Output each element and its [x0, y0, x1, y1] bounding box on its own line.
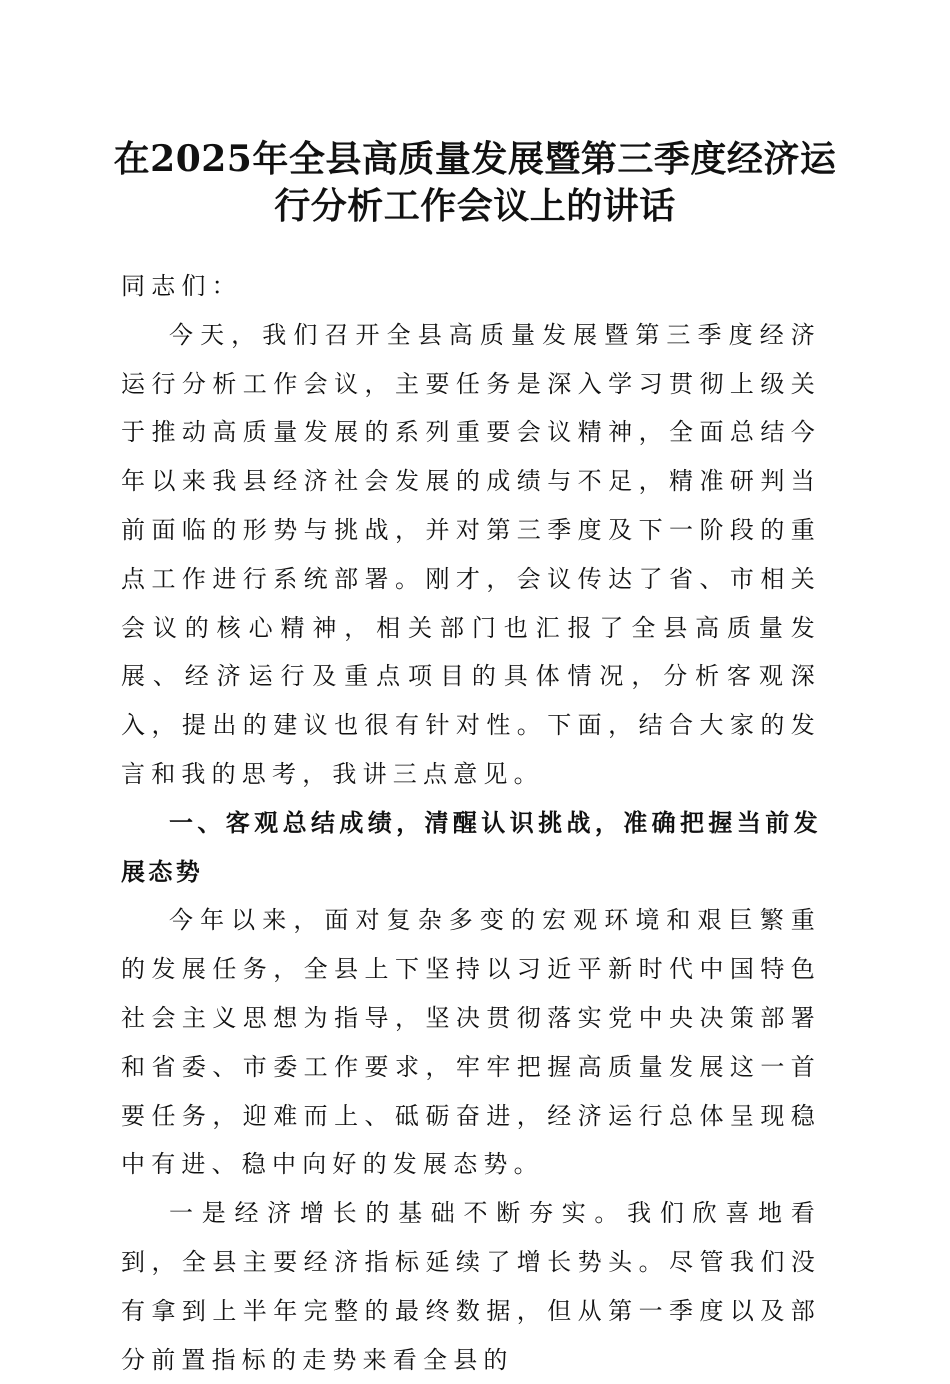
point-1-lead: 一是经济增长的基础不断夯实。: [169, 1199, 628, 1228]
document-title: 在2025年全县高质量发展暨第三季度经济运行分析工作会议上的讲话: [113, 138, 837, 227]
section-heading-1: 一、客观总结成绩，清醒认识挑战，准确把握当前发展态势: [121, 808, 821, 886]
point-1-text: 我们欣喜地看到，全县主要经济指标延续了增长势头。尽管我们没有拿到上半年完整的最终数据，但从第一季度以及部分前置指标的走势来看全县的: [121, 1199, 821, 1374]
point-1-paragraph: [121, 1189, 821, 1384]
section-1-paragraph: 今年以来，面对复杂多变的宏观环境和艰巨繁重的发展任务，全县上下坚持以习近平新时代中国特色社会主义思想为指导，坚决贯彻落实党中央决策部署和省委、市委工作要求，牢牢把握高质量发展这一首要任务，迎难而上、砥砺奋进，经济运行总体呈现稳中有进、稳中向好的发展态势。: [121, 906, 821, 1179]
document-body: [121, 262, 821, 1384]
intro-paragraph: 今天，我们召开全县高质量发展暨第三季度经济运行分析工作会议，主要任务是深入学习贯彻上级关于推动高质量发展的系列重要会议精神，全面总结今年以来我县经济社会发展的成绩与不足，精准研判当前面临的形势与挑战，并对第三季度及下一阶段的重点工作进行系统部署。刚才，会议传达了省、市相关会议的核心精神，相关部门也汇报了全县高质量发展、经济运行及重点项目的具体情况，分析客观深入，提出的建议也很有针对性。下面，结合大家的发言和我的思考，我讲三点意见。: [121, 320, 821, 788]
greeting: 同志们：: [121, 272, 242, 300]
